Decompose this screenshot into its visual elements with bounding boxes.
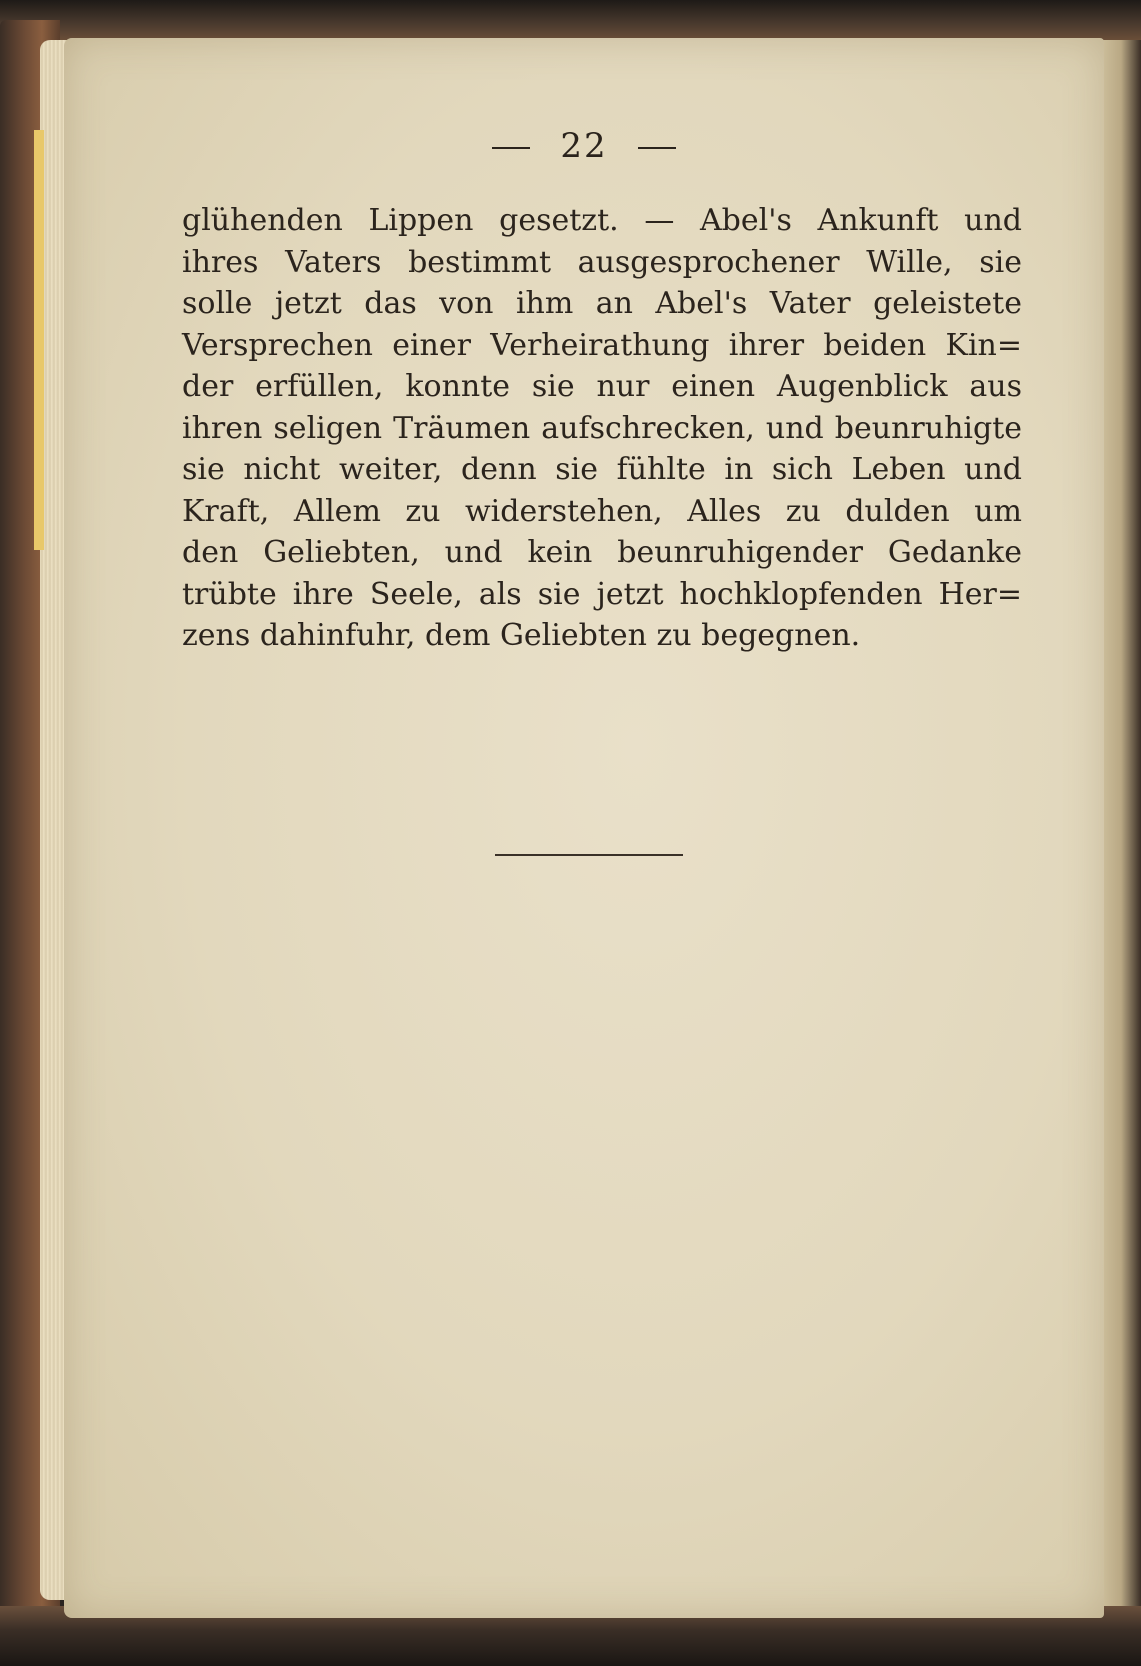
book-cover-top: [0, 0, 1141, 40]
text-line-last: zens dahinfuhr, dem Geliebten zu begegnen.: [182, 618, 861, 653]
text-line: ihres Vaters bestimmt ausgesprochener Wille, sie: [182, 244, 1022, 280]
text-line: ihren seligen Träumen aufschrecken, und beunruhigte: [182, 410, 1022, 446]
text-line: glühenden Lippen gesetzt. — Abel's Ankunft und: [182, 203, 1022, 238]
section-end-rule: [495, 854, 683, 856]
page-header: [64, 126, 1104, 166]
text-line: solle jetzt das von ihm an Abel's Vater geleistete: [182, 286, 1022, 321]
book-page: [64, 38, 1104, 1618]
text-line: der erfüllen, konnte sie nur einen Augenblick aus: [182, 369, 1022, 404]
text-line: sie nicht weiter, denn sie fühlte in sich Leben und: [182, 452, 1022, 487]
header-dash-right: [638, 147, 676, 149]
header-dash-left: [492, 147, 530, 149]
text-line: Kraft, Allem zu widerstehen, Alles zu dulden um: [182, 493, 1022, 529]
text-line: den Geliebten, und kein beunruhigender Gedanke: [182, 535, 1022, 570]
adjacent-page-edge: [1101, 40, 1141, 1630]
bookmark-edge: [34, 130, 44, 550]
page-number: 22: [560, 126, 608, 166]
text-line: Versprechen einer Verheirathung ihrer beiden Kin=: [182, 327, 1022, 363]
page-body-text: [182, 200, 1022, 657]
text-line: trübte ihre Seele, als sie jetzt hochklopfenden Her=: [182, 576, 1022, 612]
